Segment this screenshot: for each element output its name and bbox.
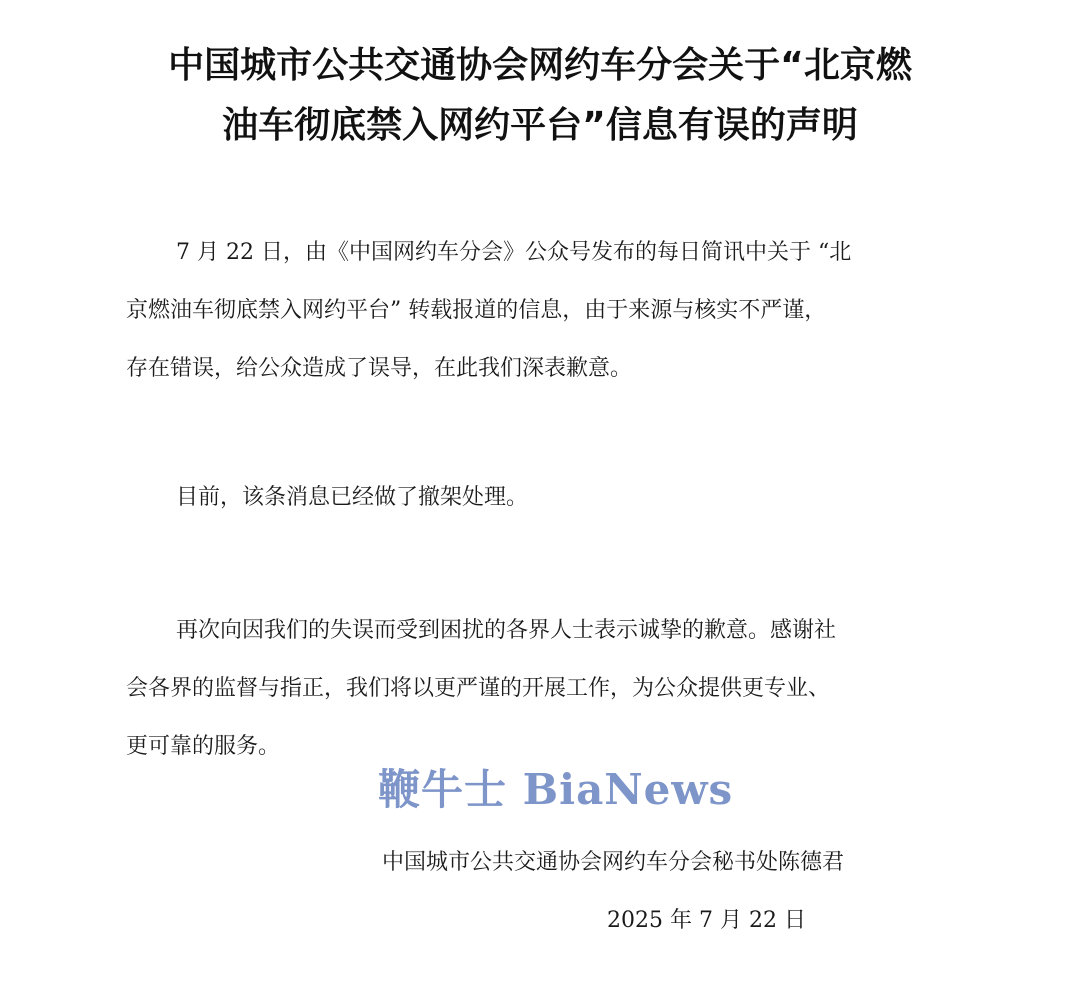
paragraph-line: 京燃油车彻底禁入网约平台” 转载报道的信息，由于来源与核实不严谨，: [126, 298, 827, 323]
paragraph-removal: [126, 469, 956, 527]
bianews-watermark: 鞭牛士 BiaNews: [378, 765, 734, 814]
paragraph-thanks: [126, 602, 956, 776]
paragraph-line: 存在错误，给公众造成了误导，在此我们深表歉意。: [126, 356, 633, 381]
paragraph-line: 更可靠的服务。: [126, 734, 281, 759]
paragraph-line: 目前，该条消息已经做了撤架处理。: [176, 485, 529, 510]
statement-title: [0, 36, 1080, 156]
statement-date: 2025 年 7 月 22 日: [607, 908, 806, 933]
paragraph-apology: [126, 224, 956, 398]
paragraph-line: 再次向因我们的失误而受到困扰的各界人士表示诚挚的歉意。感谢社: [176, 618, 837, 643]
paragraph-line: 会各界的监督与指正，我们将以更严谨的开展工作，为公众提供更专业、: [126, 676, 831, 701]
paragraph-line: 7 月 22 日，由《中国网约车分会》公众号发布的每日简讯中关于 “北: [176, 240, 852, 265]
signature: 中国城市公共交通协会网约车分会秘书处陈德君: [382, 850, 845, 875]
title-line-2: 油车彻底禁入网约平台”信息有误的声明: [222, 105, 858, 146]
title-line-1: 中国城市公共交通协会网约车分会关于“北京燃: [168, 45, 912, 86]
